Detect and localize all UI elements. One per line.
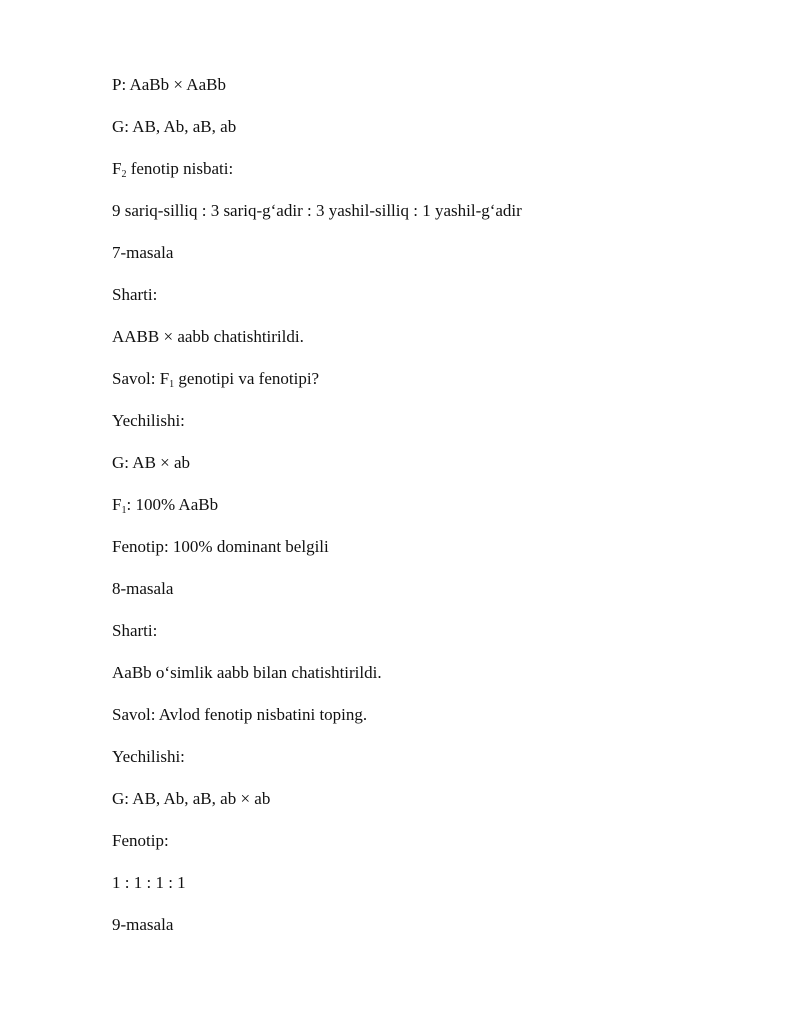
f2-heading-text: fenotip nisbati: bbox=[126, 159, 234, 178]
problem-8-condition-label: Sharti: bbox=[112, 621, 158, 640]
question-text: genotipi va fenotipi? bbox=[174, 369, 320, 388]
phenotype-ratio-line: 9 sariq-silliq : 3 sariq-g‘adir : 3 yashil-silliq : 1 yashil-g‘adir bbox=[112, 201, 522, 220]
f2-subscript: 2 bbox=[121, 169, 127, 180]
problem-7-heading: 7-masala bbox=[112, 243, 174, 262]
gametes-line: G: AB, Ab, aB, ab bbox=[112, 117, 237, 136]
problem-8-phenotype-label: Fenotip: bbox=[112, 831, 169, 850]
problem-7-condition: AABB × aabb chatishtirildi. bbox=[112, 327, 304, 346]
problem-8-condition: AaBb o‘simlik aabb bilan chatishtirildi. bbox=[112, 663, 382, 682]
problem-7-f1-genotype bbox=[112, 495, 218, 515]
problem-7-solution-label: Yechilishi: bbox=[112, 411, 185, 430]
f1-genotype-text: : 100% AaBb bbox=[126, 495, 219, 514]
problem-8-gametes: G: AB, Ab, aB, ab × ab bbox=[112, 789, 271, 808]
problem-7-condition-label: Sharti: bbox=[112, 285, 158, 304]
f1-label: F bbox=[112, 495, 122, 514]
f2-label: F bbox=[112, 159, 122, 178]
problem-8-solution-label: Yechilishi: bbox=[112, 747, 185, 766]
problem-8-phenotype-ratio: 1 : 1 : 1 : 1 bbox=[112, 873, 186, 892]
f2-phenotype-ratio-heading bbox=[112, 159, 233, 179]
problem-7-question bbox=[112, 369, 319, 389]
problem-9-heading: 9-masala bbox=[112, 915, 174, 934]
problem-8-heading: 8-masala bbox=[112, 579, 174, 598]
problem-7-phenotype: Fenotip: 100% dominant belgili bbox=[112, 537, 329, 556]
f1-subscript: 1 bbox=[169, 379, 175, 390]
f1-subscript: 1 bbox=[121, 505, 127, 516]
question-prefix: Savol: F bbox=[112, 369, 170, 388]
cross-parents-line: P: AaBb × AaBb bbox=[112, 75, 226, 94]
problem-8-question: Savol: Avlod fenotip nisbatini toping. bbox=[112, 705, 368, 724]
problem-7-gametes: G: AB × ab bbox=[112, 453, 191, 472]
